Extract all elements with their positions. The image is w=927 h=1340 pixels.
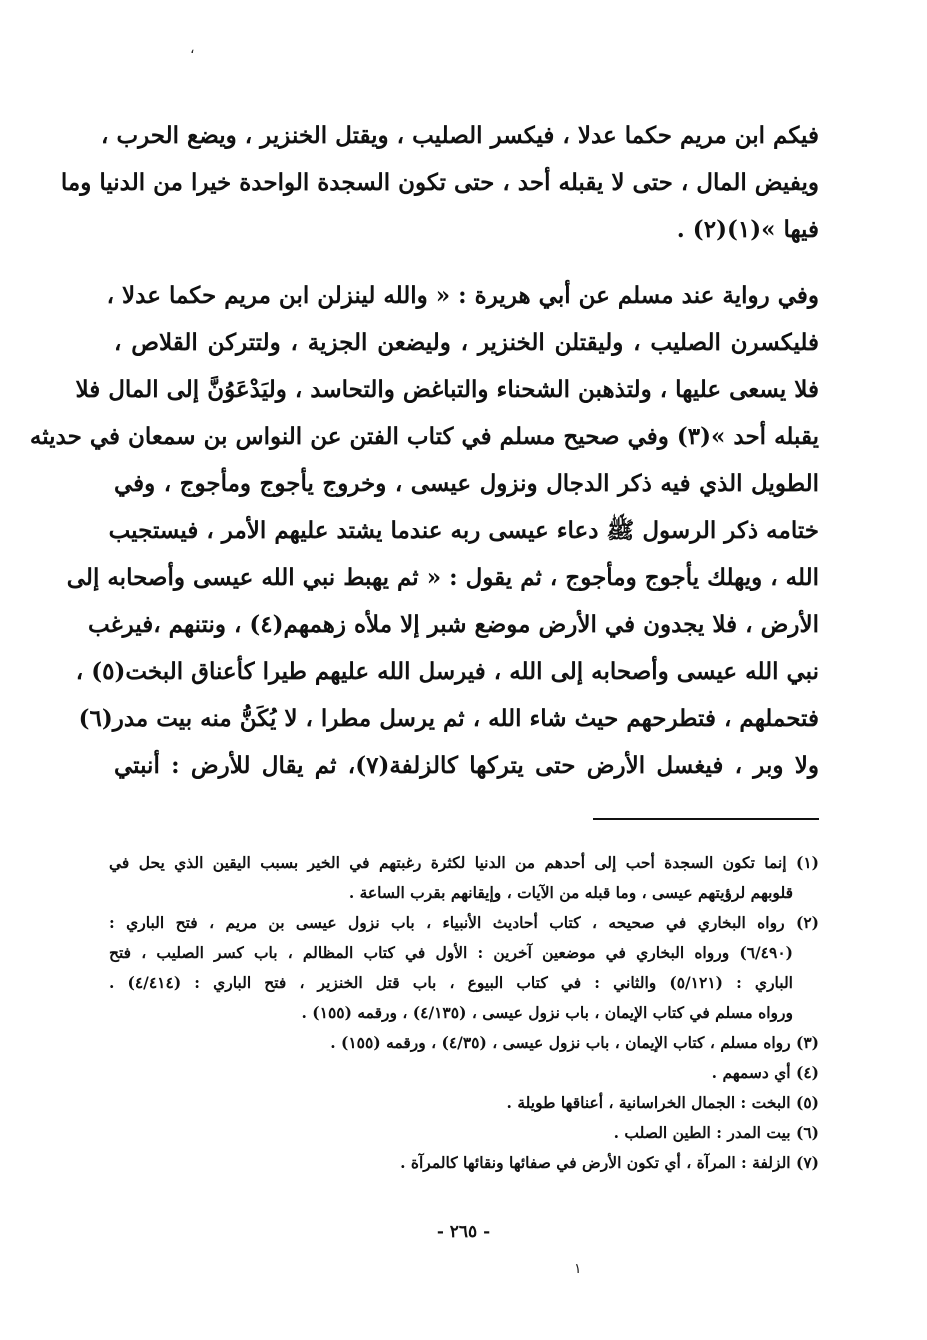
text-line: وفي رواية عند مسلم عن أبي هريرة : « والله لينزلن ابن مريم حكما عدلا ، xyxy=(106,282,819,309)
footnote-2-line-2: (٦/٤٩٠) ورواه البخاري في موضعين آخرين : الأول في كتاب المظالم ، باب كسر الصليب ، فتح xyxy=(109,943,793,962)
text-line: فلا يسعى عليها ، ولتذهبن الشحناء والتباغض والتحاسد ، وليَدْعَوُنَّ إلى المال فلا xyxy=(75,376,819,403)
text-line: يقبله أحد »(٣) وفي صحيح مسلم في كتاب الفتن عن النواس بن سمعان في حديثه xyxy=(29,423,819,450)
text-line: الطويل الذي فيه ذكر الدجال ونزول عيسى ، وخروج يأجوج ومأجوج ، وفي xyxy=(114,470,819,497)
footnote-2-line-3: الباري : (٥/١٢١) والثاني : في كتاب البيوع ، باب قتل الخنزير ، فتح الباري : (٤/٤١٤) . xyxy=(109,973,793,992)
page-number: - ٢٦٥ - xyxy=(436,1222,491,1242)
print-speck-top: ، xyxy=(190,41,195,57)
text-line: فليكسرن الصليب ، وليقتلن الخنزير ، وليضعن الجزية ، ولتتركن القلاص ، xyxy=(114,329,819,356)
text-line: فيكم ابن مريم حكما عدلا ، فيكسر الصليب ، ويقتل الخنزير ، ويضع الحرب ، xyxy=(101,122,819,149)
paragraph-1 xyxy=(60,112,819,253)
text-line: فيها »(١)(٢) . xyxy=(676,216,819,243)
text-line: الأرض ، فلا يجدون في الأرض موضع شبر إلا ملأه زهمهم(٤) ، ونتنهم ،فيرغب xyxy=(88,611,819,638)
footnote-1-line-1: (١) إنما تكون السجدة أحب إلى أحدهم من الدنيا لكثرة رغبتهم في الخير بسبب اليقين الذي يحل في xyxy=(109,853,819,872)
text-line: ويفيض المال ، حتى لا يقبله أحد ، حتى تكون السجدة الواحدة خيرا من الدنيا وما xyxy=(60,169,819,196)
text-line: الله ، ويهلك يأجوج ومأجوج ، ثم يقول : « ثم يهبط نبي الله عيسى وأصحابه إلى xyxy=(66,564,819,591)
print-speck-bottom: ١ xyxy=(574,1261,582,1277)
footnote-separator xyxy=(593,818,819,820)
footnote-2-line-4: ورواه مسلم في كتاب الإيمان ، باب نزول عيسى ، (٤/١٣٥) ، ورقمه (١٥٥) . xyxy=(301,1003,793,1022)
footnote-5: (٥) البخت : الجمال الخراسانية ، أعناقها طويلة . xyxy=(506,1093,819,1112)
footnote-6: (٦) بيت المدر : الطين الصلب . xyxy=(613,1123,819,1142)
text-line: ولا وبر ، فيغسل الأرض حتى يتركها كالزلفة(٧)، ثم يقال للأرض : أنبتي xyxy=(114,752,819,779)
footnotes xyxy=(109,848,819,1178)
footnote-3: (٣) رواه مسلم ، كتاب الإيمان ، باب نزول عيسى ، (٤/٣٥) ، ورقمه (١٥٥) . xyxy=(330,1033,819,1052)
text-line: فتحملهم ، فتطرحهم حيث شاء الله ، ثم يرسل مطرا ، لا يُكَنُّ منه بيت مدر(٦) xyxy=(78,705,819,732)
text-line: نبي الله عيسى وأصحابه إلى الله ، فيرسل الله عليهم طيرا كأعناق البخت(٥) ، xyxy=(75,658,819,685)
footnote-4: (٤) أي دسمهم . xyxy=(711,1063,819,1082)
footnote-7: (٧) الزلفة : المرآة ، أي تكون الأرض في صفائها ونقائها كالمرآة . xyxy=(400,1153,819,1172)
paragraph-2 xyxy=(29,272,819,789)
footnote-1-line-2: قلوبهم لرؤيتهم عيسى ، وما قبله من الآيات ، وإيقانهم بقرب الساعة . xyxy=(348,883,793,902)
text-line: ختامه ذكر الرسول ﷺ دعاء عيسى ربه عندما يشتد عليهم الأمر ، فيستجيب xyxy=(108,517,819,544)
footnote-2-line-1: (٢) رواه البخاري في صحيحه ، كتاب أحاديث الأنبياء ، باب نزول عيسى بن مريم ، فتح الباري : xyxy=(109,913,819,932)
